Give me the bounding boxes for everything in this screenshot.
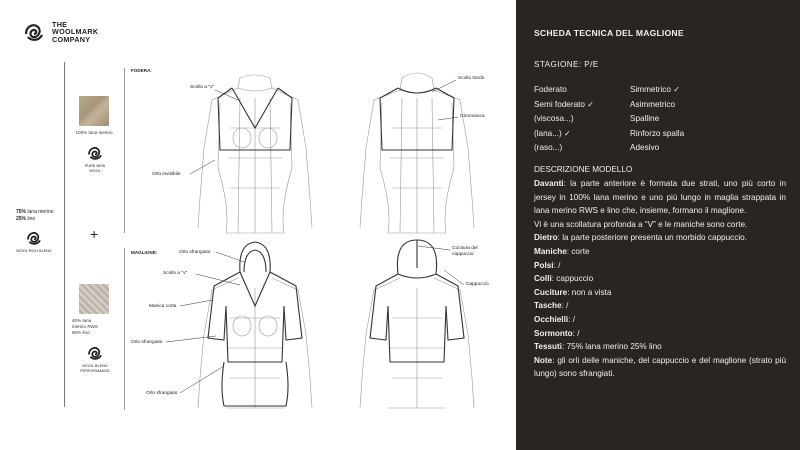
occhielli-text: : / [568,314,575,324]
desc-tessuti [534,340,786,354]
blend-pct-merino: 75% [16,209,27,215]
option-left: (lana...) ✓ [534,128,571,138]
desc-davanti [534,177,786,218]
tasche-label: Tasche [534,301,562,311]
desc-scollatura: Vi è una scollatura profonda a “V” e le maniche sono corte. [534,219,748,229]
desc-tasche [534,299,786,313]
option-right: Rinforzo spalla [630,128,685,138]
option-right: Simmetrico ✓ [630,85,681,94]
pure-new-wool-text: PURE NEW WOOL [84,164,106,173]
option-left: Semi foderato ✓ [534,99,595,109]
option-right: Spalline [630,114,660,123]
logo-line-2: WOOLMARK [52,27,99,37]
desc-sormonto [534,327,786,341]
annot-orlo-sfrangiato-3: Orlo sfrangiato [146,391,178,396]
annot-scollo-v-top: Scollo a "v" [190,85,215,90]
sheet-title: SCHEDA TECNICA DEL MAGLIONE [534,28,684,38]
polsi-label: Polsi [534,260,554,270]
cuciture-text: : non a vista [567,287,612,297]
desc-cuciture [534,286,786,300]
linen-caption-2: merino RWS [72,324,98,329]
sormonto-text: : / [572,328,580,338]
note-text: : gli orli delle maniche, del cappuccio e del maglione (strato più lungo) sono sfrangiati. [534,355,786,379]
annot-orlo-sfrangiato-1: Orlo sfrangiato [179,250,211,255]
annot-orlo-sfrangiato-2: Orlo sfrangiato [131,340,163,345]
desc-maniche [534,245,786,259]
blend-pct-linen: 25% [16,215,27,222]
sormonto-label: Sormonto [534,328,573,338]
maniche-text: : corte [566,246,590,256]
linen-caption-1: 40% lana [72,318,92,323]
annot-cucitura-1: Cucitura del [452,246,478,251]
desc-dietro [534,231,786,245]
annot-scollo-tondo: Scollo tondo [458,76,485,81]
logo-line-1: THE [52,19,68,29]
blend-linen-text: lino [27,215,36,222]
desc-colli [534,272,786,286]
plus-sign: + [90,226,99,242]
fodera-label: FODERA: [131,68,152,73]
annot-manica-corta: Manica corta [149,304,177,309]
maniche-label: Maniche [534,246,567,256]
tessuti-text: : 75% lana merino 25% lino [562,342,662,352]
davanti-label: Davanti [534,179,564,188]
tasche-text: : / [561,301,569,311]
season: STAGIONE: P/E [534,60,599,69]
davanti-text: : la parte anteriore è formata due strati, uno più corto in jersey in 100% lana merino e uno più lungo in maglia strappata in lana merino RWS e lino che, insieme, formano il maglione. [534,179,786,216]
wool-blend-perf-text-2: PERFORMANCE [80,368,110,373]
occhielli-label: Occhielli [534,314,569,324]
annot-cucitura-2: cappuccio [452,252,474,257]
dietro-label: Dietro [534,233,558,243]
desc-polsi [534,259,786,273]
dietro-text: : la parte posteriore presenta un morbido cappuccio. [557,233,747,243]
maglione-label: MAGLIONE: [131,250,158,255]
option-right: Asimmetrico [630,99,676,109]
wool-blend-perf-text-1: WOOL BLEND [82,364,108,368]
desc-note [534,354,786,381]
polsi-text: : / [553,260,561,270]
blend-merino-text: lana merino [27,209,54,215]
annot-orlo-invisibile: Orlo invisibile [152,172,181,177]
colli-text: : cappuccio [551,274,594,284]
linen-caption-3: 60% lino [72,330,90,335]
logo-line-3: COMPANY [52,34,91,44]
wool-rich-blend-text: WOOL RICH BLEND [16,249,52,253]
note-label: Note [534,355,553,365]
options-grid [534,85,786,153]
option-left: (viscosa...) [534,114,574,123]
colli-label: Colli [534,274,552,284]
tessuti-label: Tessuti [534,342,563,352]
description-title: DESCRIZIONE MODELLO [534,165,633,174]
annot-scollo-v-bottom: Scollo a "v" [163,271,188,276]
merino-caption: 100% lana merino [75,130,113,135]
option-left: Foderato [534,85,567,94]
desc-occhielli [534,313,786,327]
annot-cappuccio: Cappuccio [466,282,489,287]
model-description [534,177,786,381]
option-left: (raso...) [534,143,563,152]
option-right: Adesivo [630,143,660,152]
cuciture-label: Cuciture [534,287,568,297]
technical-sheet-panel [516,0,800,450]
annot-giromanica: Giromanica [460,114,485,119]
